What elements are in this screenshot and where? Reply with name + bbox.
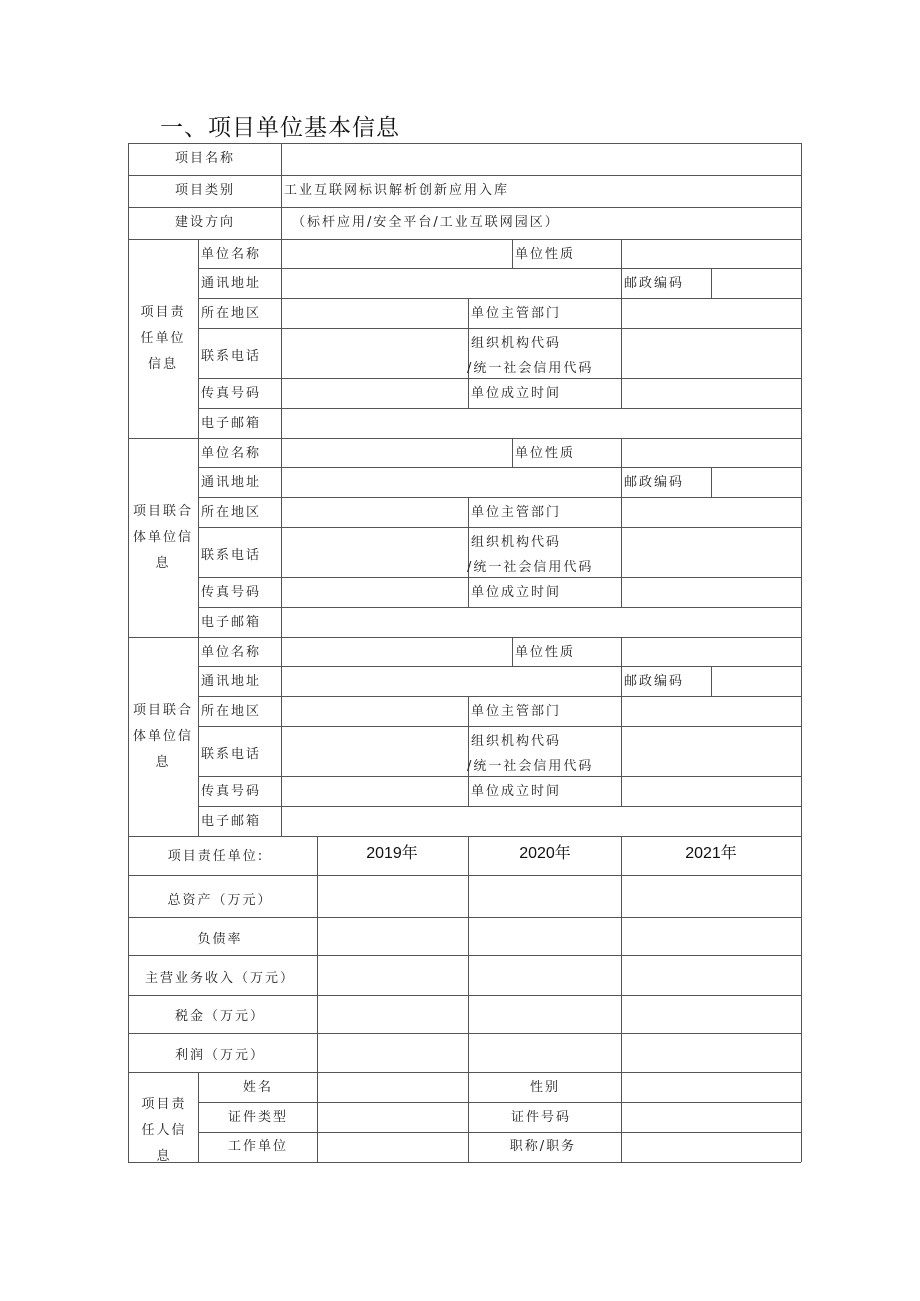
consortium-unit-b-founded-field[interactable] bbox=[622, 777, 800, 805]
consortium-unit-a-founded-label: 单位成立时间 bbox=[471, 585, 562, 600]
consortium-unit-b-fax-field[interactable] bbox=[282, 777, 467, 805]
project-name-label: 项目名称 bbox=[174, 151, 236, 166]
consortium-unit-a-fax-label: 传真号码 bbox=[201, 585, 262, 600]
finance-value-cell[interactable] bbox=[318, 1034, 467, 1071]
responsible-unit-address-field[interactable] bbox=[282, 269, 620, 297]
consortium-unit-b-org-code-label: 组织机构代码 bbox=[471, 734, 562, 749]
consortium-unit-a-dept-label: 单位主管部门 bbox=[471, 505, 562, 520]
person-name-label: 姓名 bbox=[242, 1080, 274, 1095]
consortium-unit-a-dept-field[interactable] bbox=[622, 498, 800, 526]
consortium-unit-a-postcode-label: 邮政编码 bbox=[624, 475, 685, 490]
consortium-unit-b-phone-label: 联系电话 bbox=[201, 747, 262, 762]
consortium-unit-a-postcode-field[interactable] bbox=[712, 468, 800, 496]
responsible-unit-unit-name-label: 单位名称 bbox=[201, 247, 262, 262]
year-column-header: 2020年 bbox=[519, 845, 571, 862]
consortium-unit-b-phone-field[interactable] bbox=[282, 727, 467, 775]
table-rule bbox=[512, 438, 513, 467]
responsible-unit-founded-field[interactable] bbox=[622, 379, 800, 407]
consortium-unit-a-email-field[interactable] bbox=[282, 608, 800, 636]
finance-value-cell[interactable] bbox=[622, 918, 800, 954]
responsible-unit-unit-nature-field[interactable] bbox=[622, 240, 800, 267]
consortium-unit-b-section-label: 项目联合体单位信息 bbox=[132, 703, 193, 770]
consortium-unit-b-dept-field[interactable] bbox=[622, 697, 800, 725]
consortium-unit-b-dept-label: 单位主管部门 bbox=[471, 704, 562, 719]
year-column-header: 2019年 bbox=[366, 845, 418, 862]
page-title: 一、项目单位基本信息 bbox=[160, 115, 400, 141]
consortium-unit-b-postcode-label: 邮政编码 bbox=[624, 674, 685, 689]
consortium-unit-a-fax-field[interactable] bbox=[282, 578, 467, 606]
consortium-unit-a-unit-nature-field[interactable] bbox=[622, 439, 800, 466]
person-gender-label: 性别 bbox=[529, 1080, 561, 1095]
responsible-unit-region-field[interactable] bbox=[282, 299, 467, 327]
consortium-unit-a-phone-field[interactable] bbox=[282, 528, 467, 576]
table-rule bbox=[128, 175, 801, 176]
responsible-unit-section-label: 项目责任单位信息 bbox=[140, 305, 186, 372]
finance-value-cell[interactable] bbox=[622, 996, 800, 1032]
consortium-unit-b-unit-name-label: 单位名称 bbox=[201, 645, 262, 660]
person-title-label: 职称/职务 bbox=[509, 1139, 577, 1154]
person-id-number-label: 证件号码 bbox=[510, 1110, 572, 1125]
consortium-unit-b-region-label: 所在地区 bbox=[201, 704, 262, 719]
project-name-field[interactable] bbox=[282, 144, 800, 174]
finance-value-cell[interactable] bbox=[622, 1034, 800, 1071]
consortium-unit-a-region-field[interactable] bbox=[282, 498, 467, 526]
consortium-unit-a-unit-nature-label: 单位性质 bbox=[515, 446, 576, 461]
finance-value-cell[interactable] bbox=[318, 876, 467, 916]
responsible-unit-dept-label: 单位主管部门 bbox=[471, 306, 562, 321]
finance-value-cell[interactable] bbox=[622, 956, 800, 994]
table-rule bbox=[468, 497, 469, 607]
consortium-unit-b-address-field[interactable] bbox=[282, 667, 620, 695]
finance-value-cell[interactable] bbox=[318, 996, 467, 1032]
person-gender-field[interactable] bbox=[622, 1073, 800, 1101]
responsible-unit-email-label: 电子邮箱 bbox=[201, 416, 262, 431]
consortium-unit-b-unit-nature-label: 单位性质 bbox=[515, 645, 576, 660]
consortium-unit-a-section-label: 项目联合体单位信息 bbox=[132, 504, 193, 571]
table-rule bbox=[128, 1162, 801, 1163]
person-id-type-field[interactable] bbox=[318, 1103, 467, 1131]
person-id-type-label: 证件类型 bbox=[227, 1110, 289, 1125]
consortium-unit-b-email-field[interactable] bbox=[282, 807, 800, 835]
finance-value-cell[interactable] bbox=[622, 876, 800, 916]
person-employer-field[interactable] bbox=[318, 1133, 467, 1161]
consortium-unit-b-email-label: 电子邮箱 bbox=[201, 814, 262, 829]
responsible-unit-fax-field[interactable] bbox=[282, 379, 467, 407]
responsible-unit-phone-field[interactable] bbox=[282, 329, 467, 377]
year-column-header: 2021年 bbox=[685, 845, 737, 862]
consortium-unit-b-founded-label: 单位成立时间 bbox=[471, 784, 562, 799]
responsible-unit-unit-nature-label: 单位性质 bbox=[515, 247, 576, 262]
project-category-label: 项目类别 bbox=[174, 183, 236, 198]
responsible-unit-postcode-label: 邮政编码 bbox=[624, 276, 685, 291]
person-title-field[interactable] bbox=[622, 1133, 800, 1161]
responsible-unit-founded-label: 单位成立时间 bbox=[471, 386, 562, 401]
responsible-unit-region-label: 所在地区 bbox=[201, 306, 262, 321]
person-section-label: 项目责任人信息 bbox=[141, 1097, 187, 1164]
consortium-unit-a-org-code-field[interactable] bbox=[622, 528, 800, 576]
finance-row-label: 负债率 bbox=[197, 932, 243, 947]
construction-direction-label: 建设方向 bbox=[174, 215, 236, 230]
responsible-unit-org-code-field[interactable] bbox=[622, 329, 800, 377]
responsible-unit-fax-label: 传真号码 bbox=[201, 386, 262, 401]
consortium-unit-b-address-label: 通讯地址 bbox=[201, 674, 262, 689]
responsible-unit-phone-label: 联系电话 bbox=[201, 349, 262, 364]
finance-value-cell[interactable] bbox=[469, 956, 620, 994]
consortium-unit-a-address-field[interactable] bbox=[282, 468, 620, 496]
table-rule bbox=[128, 836, 801, 837]
finance-value-cell[interactable] bbox=[318, 956, 467, 994]
finance-value-cell[interactable] bbox=[469, 1034, 620, 1071]
table-rule bbox=[128, 143, 129, 1162]
responsible-unit-postcode-field[interactable] bbox=[712, 269, 800, 297]
finance-header-label: 项目责任单位: bbox=[167, 849, 265, 864]
person-employer-label: 工作单位 bbox=[227, 1139, 289, 1154]
consortium-unit-a-credit-code-label: /统一社会信用代码 bbox=[467, 560, 594, 575]
consortium-unit-b-org-code-field[interactable] bbox=[622, 727, 800, 775]
consortium-unit-b-unit-nature-field[interactable] bbox=[622, 638, 800, 665]
table-rule bbox=[512, 239, 513, 268]
finance-row-label: 利润（万元） bbox=[174, 1048, 266, 1063]
table-rule bbox=[801, 143, 802, 1162]
responsible-unit-email-field[interactable] bbox=[282, 409, 800, 437]
consortium-unit-a-phone-label: 联系电话 bbox=[201, 548, 262, 563]
finance-value-cell[interactable] bbox=[318, 918, 467, 954]
person-name-field[interactable] bbox=[318, 1073, 467, 1101]
responsible-unit-unit-name-field[interactable] bbox=[282, 240, 511, 267]
table-rule bbox=[468, 696, 469, 806]
consortium-unit-a-org-code-label: 组织机构代码 bbox=[471, 535, 562, 550]
consortium-unit-a-address-label: 通讯地址 bbox=[201, 475, 262, 490]
consortium-unit-b-postcode-field[interactable] bbox=[712, 667, 800, 695]
finance-row-label: 主营业务收入（万元） bbox=[144, 971, 296, 986]
person-id-number-field[interactable] bbox=[622, 1103, 800, 1131]
responsible-unit-address-label: 通讯地址 bbox=[201, 276, 262, 291]
project-category-value: 工业互联网标识解析创新应用入库 bbox=[284, 183, 510, 198]
consortium-unit-a-unit-name-label: 单位名称 bbox=[201, 446, 262, 461]
finance-value-cell[interactable] bbox=[469, 918, 620, 954]
responsible-unit-org-code-label: 组织机构代码 bbox=[471, 336, 562, 351]
consortium-unit-b-credit-code-label: /统一社会信用代码 bbox=[467, 759, 594, 774]
construction-direction-value: （标杆应用/安全平台/工业互联网园区） bbox=[292, 215, 560, 230]
consortium-unit-b-region-field[interactable] bbox=[282, 697, 467, 725]
finance-row-label: 税金（万元） bbox=[174, 1009, 266, 1024]
table-rule bbox=[198, 1072, 199, 1162]
consortium-unit-a-region-label: 所在地区 bbox=[201, 505, 262, 520]
table-rule bbox=[128, 207, 801, 208]
consortium-unit-a-email-label: 电子邮箱 bbox=[201, 615, 262, 630]
responsible-unit-dept-field[interactable] bbox=[622, 299, 800, 327]
finance-row-label: 总资产（万元） bbox=[167, 893, 273, 908]
finance-value-cell[interactable] bbox=[469, 876, 620, 916]
consortium-unit-b-unit-name-field[interactable] bbox=[282, 638, 511, 665]
finance-value-cell[interactable] bbox=[469, 996, 620, 1032]
consortium-unit-b-fax-label: 传真号码 bbox=[201, 784, 262, 799]
consortium-unit-a-founded-field[interactable] bbox=[622, 578, 800, 606]
responsible-unit-credit-code-label: /统一社会信用代码 bbox=[467, 361, 594, 376]
table-rule bbox=[512, 637, 513, 666]
table-rule bbox=[468, 298, 469, 408]
consortium-unit-a-unit-name-field[interactable] bbox=[282, 439, 511, 466]
